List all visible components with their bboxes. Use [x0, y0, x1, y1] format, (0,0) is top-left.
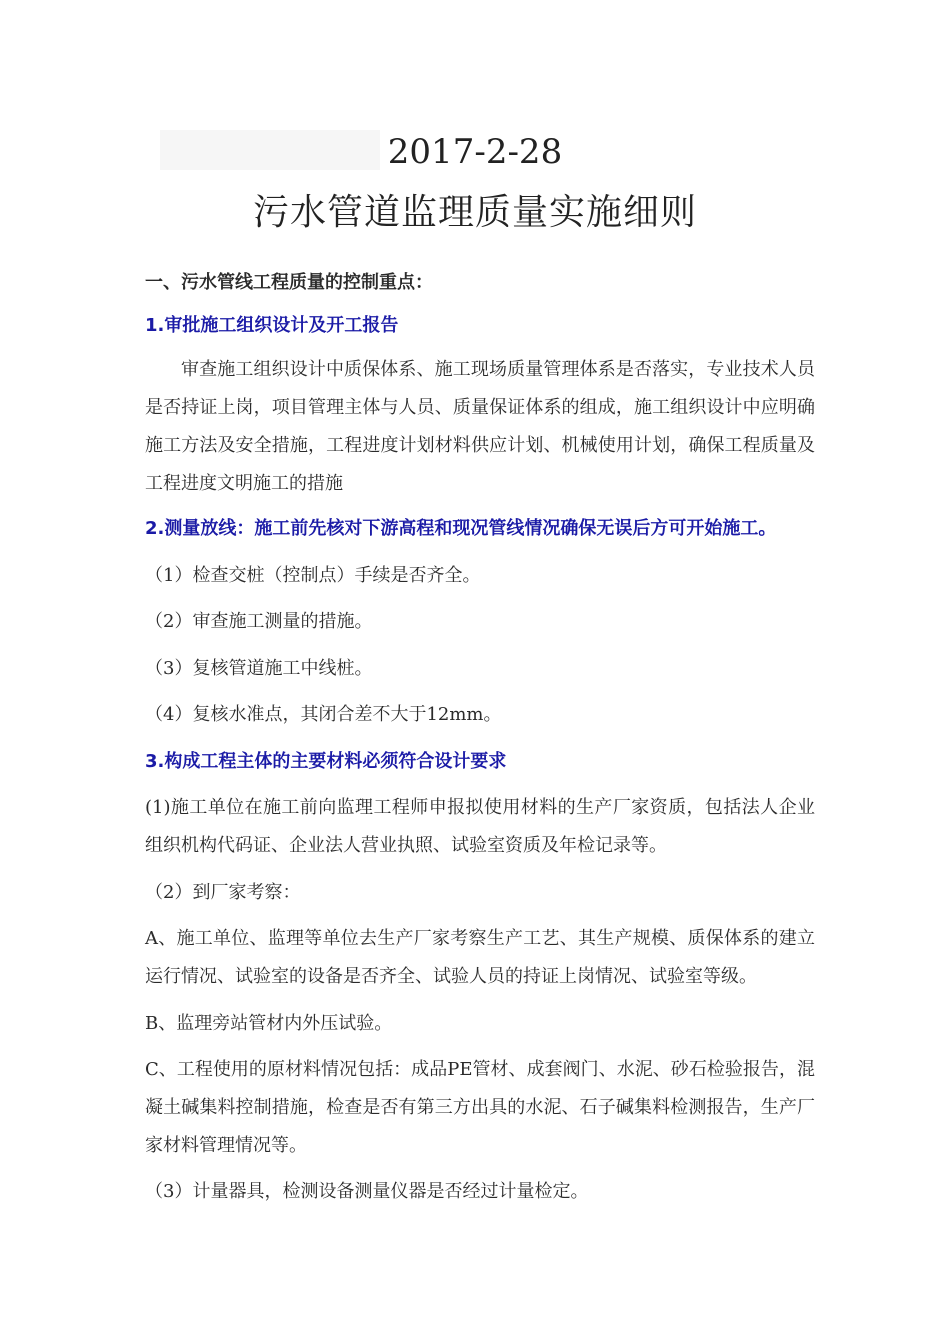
item3-sub1: (1)施工单位在施工前向监理工程师申报拟使用材料的生产厂家资质，包括法人企业组织机构代码证、企业法人营业执照、试验室资质及年检记录等。 — [145, 797, 815, 856]
item3-heading: 3.构成工程主体的主要材料必须符合设计要求 — [145, 751, 507, 772]
item3-b: B、监理旁站管材内外压试验。 — [145, 1013, 393, 1034]
item1-paragraph: 审查施工组织设计中质保体系、施工现场质量管理体系是否落实，专业技术人员是否持证上岗，项目管理主体与人员、质量保证体系的组成，施工组织设计中应明确施工方法及安全措施，工程进度计划材料供应计划、机械使用计划，确保工程质量及工程进度文明施工的措施 — [145, 359, 815, 494]
item3-c: C、工程使用的原材料情况包括：成品PE管材、成套阀门、水泥、砂石检验报告，混凝土碱集料控制措施，检查是否有第三方出具的水泥、石子碱集料检测报告，生产厂家材料管理情况等。 — [145, 1059, 815, 1156]
document-title: 污水管道监理质量实施细则 — [252, 192, 697, 233]
item1-heading: 1.审批施工组织设计及开工报告 — [145, 315, 399, 336]
item3-a: A、施工单位、监理等单位去生产厂家考察生产工艺、其生产规模、质保体系的建立运行情况、试验室的设备是否齐全、试验人员的持证上岗情况、试验室等级。 — [145, 928, 815, 987]
document-date: 2017-2-28 — [387, 132, 563, 172]
item2-sub4: （4）复核水准点，其闭合差不大于12mm。 — [145, 704, 502, 725]
item2-sub2: （2）审查施工测量的措施。 — [145, 611, 373, 632]
item3-sub2: （2）到厂家考察： — [145, 882, 301, 903]
item2-heading: 2.测量放线：施工前先核对下游高程和现况管线情况确保无误后方可开始施工。 — [145, 518, 777, 539]
section-heading: 一、污水管线工程质量的控制重点： — [145, 272, 433, 293]
item3-sub3: （3）计量器具，检测设备测量仪器是否经过计量检定。 — [145, 1181, 589, 1202]
item2-sub1: （1）检查交桩（控制点）手续是否齐全。 — [145, 565, 481, 586]
item2-sub3: （3）复核管道施工中线桩。 — [145, 658, 373, 679]
